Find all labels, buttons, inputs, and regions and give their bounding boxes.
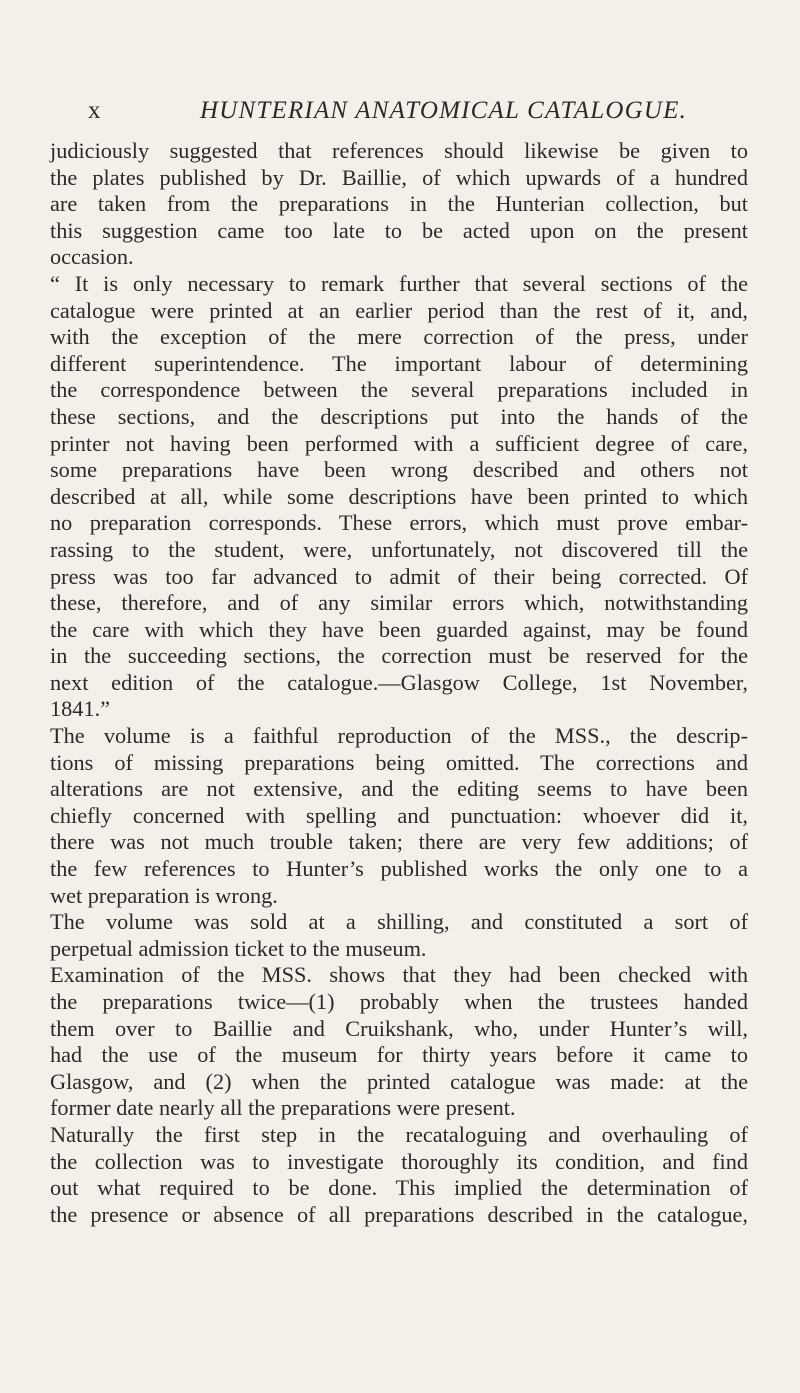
text-line: described at all, while some descriptions have been printed to which <box>50 483 748 509</box>
text-line: the presence or absence of all preparations described in the catalogue, <box>50 1201 748 1227</box>
text-line: Glasgow, and (2) when the printed catalogue was made: at the <box>50 1068 748 1094</box>
text-line: some preparations have been wrong described and others not <box>50 457 748 483</box>
text-line: printer not having been performed with a sufficient degree of care, <box>50 430 748 456</box>
text-line: The volume is a faithful reproduction of the MSS., the descrip- <box>50 723 748 749</box>
page-number: x <box>88 97 102 124</box>
body-text <box>50 138 748 1228</box>
text-line: the few references to Hunter’s published works the only one to a <box>50 856 748 882</box>
text-line: the plates published by Dr. Baillie, of which upwards of a hundred <box>50 164 748 190</box>
text-line: “ It is only necessary to remark further that several sections of the <box>50 270 748 296</box>
text-line: these sections, and the descriptions put into the hands of the <box>50 403 748 429</box>
text-line: in the succeeding sections, the correction must be reserved for the <box>50 643 748 669</box>
text-line: perpetual admission ticket to the museum. <box>50 935 427 961</box>
text-line: catalogue were printed at an earlier period than the rest of it, and, <box>50 297 748 323</box>
text-line: with the exception of the mere correction of the press, under <box>50 324 748 350</box>
text-line: wet preparation is wrong. <box>50 882 278 908</box>
text-line: former date nearly all the preparations were present. <box>50 1095 516 1121</box>
text-line: press was too far advanced to admit of their being corrected. Of <box>50 563 748 589</box>
text-line: are taken from the preparations in the Hunterian collection, but <box>50 191 748 217</box>
text-line: rassing to the student, were, unfortunately, not discovered till the <box>50 536 748 562</box>
text-line: next edition of the catalogue.—Glasgow College, 1st November, <box>50 669 748 695</box>
text-line: tions of missing preparations being omitted. The corrections and <box>50 749 748 775</box>
text-line: these, therefore, and of any similar errors which, notwithstanding <box>50 590 748 616</box>
text-line: them over to Baillie and Cruikshank, who, under Hunter’s will, <box>50 1015 748 1041</box>
text-line: the correspondence between the several preparations included in <box>50 377 748 403</box>
text-line: the care with which they have been guarded against, may be found <box>50 616 748 642</box>
text-line: occasion. <box>50 244 134 270</box>
text-line: 1841.” <box>50 696 111 722</box>
text-line: the preparations twice—(1) probably when the trustees handed <box>50 989 748 1014</box>
text-line: no preparation corresponds. These errors, which must prove embar- <box>50 510 748 536</box>
text-line: Examination of the MSS. shows that they had been checked with <box>50 962 748 988</box>
text-line: different superintendence. The important labour of determining <box>50 350 748 376</box>
text-line: had the use of the museum for thirty years before it came to <box>50 1042 748 1068</box>
text-line: Naturally the first step in the recataloguing and overhauling of <box>50 1121 748 1147</box>
text-line: judiciously suggested that references should likewise be given to <box>50 138 748 163</box>
text-line: alterations are not extensive, and the editing seems to have been <box>50 776 748 802</box>
text-line: the collection was to investigate thoroughly its condition, and find <box>50 1148 748 1174</box>
running-title: HUNTERIAN ANATOMICAL CATALOGUE. <box>200 97 688 124</box>
text-line: there was not much trouble taken; there are very few additions; of <box>50 829 748 855</box>
running-head <box>0 97 800 127</box>
text-line: The volume was sold at a shilling, and constituted a sort of <box>50 909 748 935</box>
text-line: chiefly concerned with spelling and punctuation: whoever did it, <box>50 802 748 828</box>
text-line: this suggestion came too late to be acted upon on the present <box>50 217 748 243</box>
text-line: out what required to be done. This implied the determination of <box>50 1175 748 1201</box>
